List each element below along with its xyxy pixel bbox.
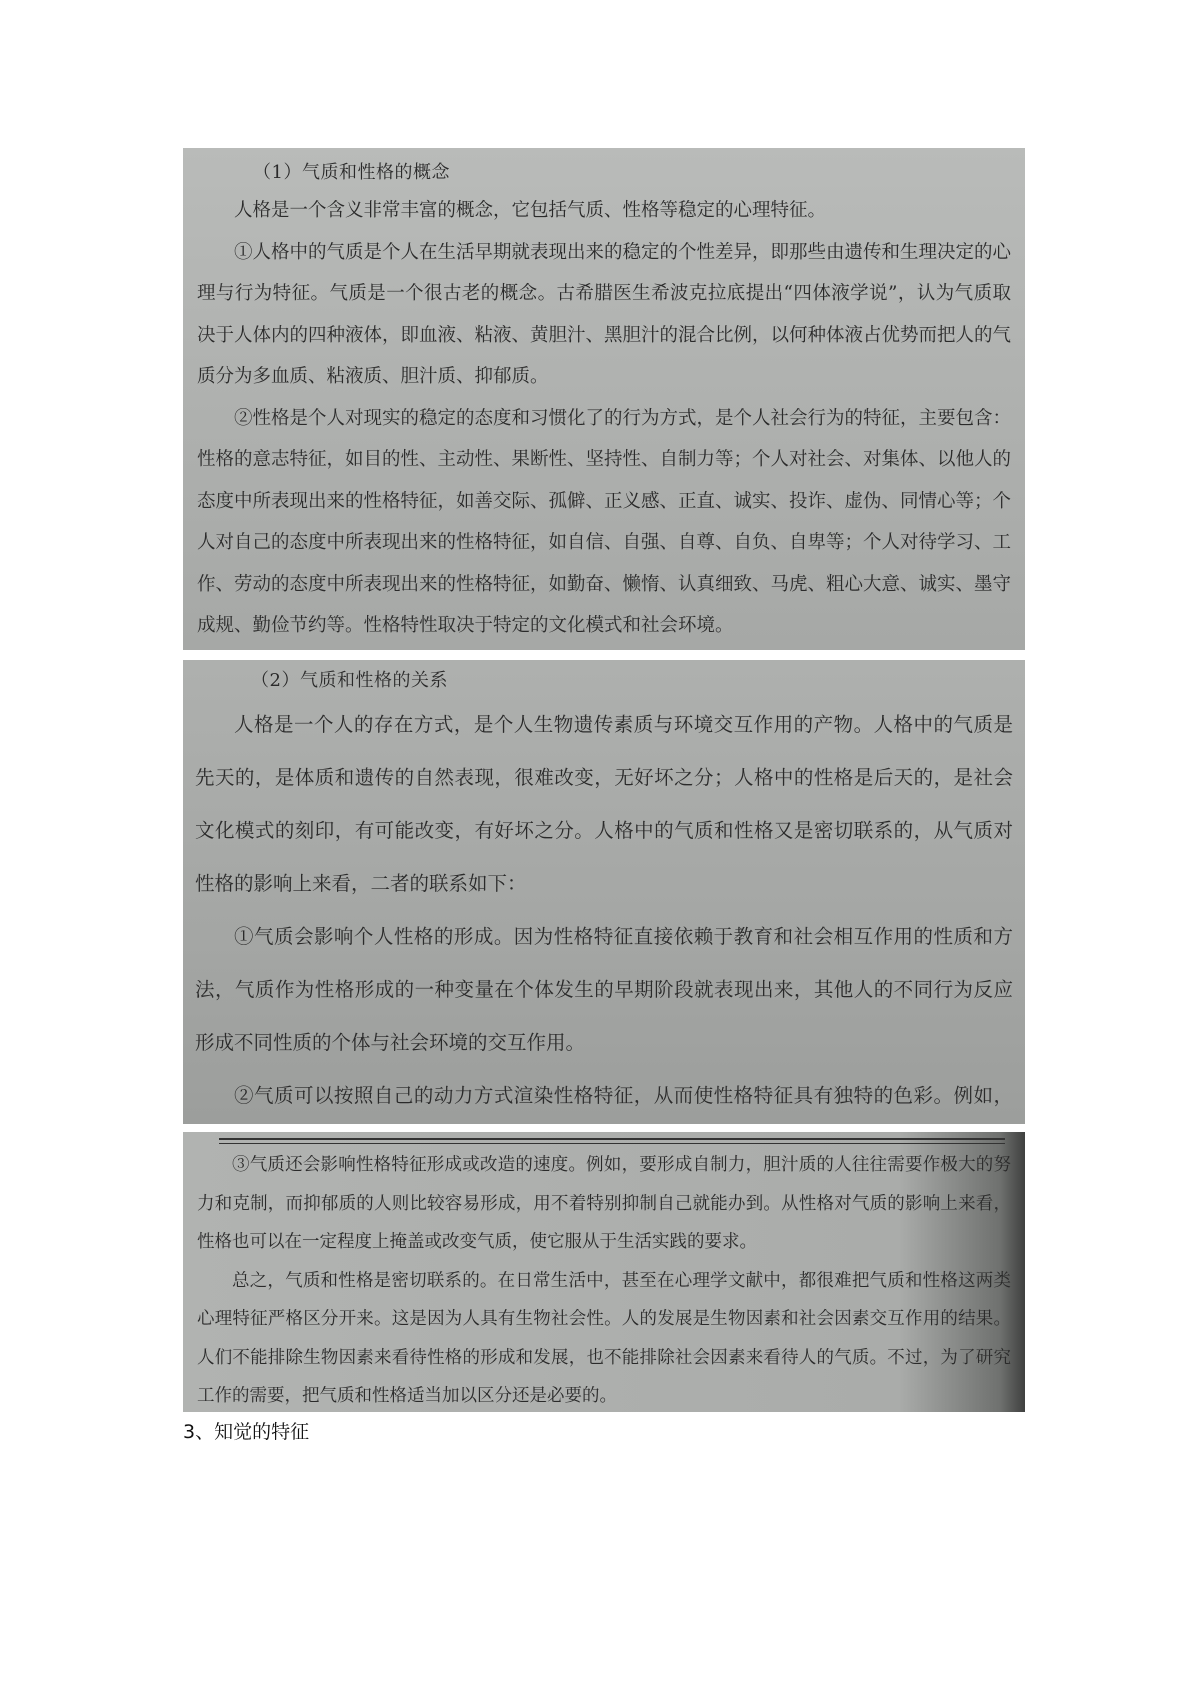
photo-section-3 — [183, 1132, 1025, 1412]
section-1-paragraph: ②性格是个人对现实的稳定的态度和习惯化了的行为方式，是个人社会行为的特征，主要包含：性格的意志特征，如目的性、主动性、果断性、坚持性、自制力等；个人对社会、对集体、以他人的态度中所表现出来的性格特征，如善交际、孤僻、正义感、正直、诚实、投诈、虚伪、同情心等；个人对自己的态度中所表现出来的性格特征，如自信、自强、自尊、自负、自卑等；个人对待学习、工作、劳动的态度中所表现出来的性格特征，如勤奋、懒惰、认真细致、马虎、粗心大意、诚实、墨守成规、勤俭节约等。性格特性取决于特定的文化模式和社会环境。 — [197, 407, 1012, 636]
section-3-paragraph: 总之，气质和性格是密切联系的。在日常生活中，甚至在心理学文献中，都很难把气质和性格这两类心理特征严格区分开来。这是因为人具有生物社会性。人的发展是生物因素和社会因素交互作用的结果。人们不能排除生物因素来看待性格的形成和发展，也不能排除社会因素来看待人的气质。不过，为了研究工作的需要，把气质和性格适当加以区分还是必要的。 — [197, 1270, 1011, 1406]
section-2-paragraph: ②气质可以按照自己的动力方式渲染性格特征，从而使性格特征具有独特的色彩。例如， — [234, 1084, 1013, 1107]
section-1-paragraph: ①人格中的气质是个人在生活早期就表现出来的稳定的个性差异，即那些由遗传和生理决定的心理与行为特征。气质是一个很古老的概念。古希腊医生希波克拉底提出“四体液学说”，认为气质取决于人体内的四种液体，即血液、粘液、黄胆汁、黑胆汁的混合比例，以何种体液占优势而把人的气质分为多血质、粘液质、胆汁质、抑郁质。 — [197, 241, 1012, 387]
section-2-paragraph: ①气质会影响个人性格的形成。因为性格特征直接依赖于教育和社会相互作用的性质和方法，气质作为性格形成的一种变量在个体发生的早期阶段就表现出来，其他人的不同行为反应形成不同性质的个体与社会环境的交互作用。 — [195, 925, 1013, 1054]
section-1-heading: （1）气质和性格的概念 — [253, 162, 450, 183]
section-2-paragraph: 人格是一个人的存在方式，是个人生物遗传素质与环境交互作用的产物。人格中的气质是先天的，是体质和遗传的自然表现，很难改变，无好坏之分；人格中的性格是后天的，是社会文化模式的刻印，有可能改变，有好坏之分。人格中的气质和性格又是密切联系的，从气质对性格的影响上来看，二者的联系如下： — [195, 713, 1013, 895]
double-rule-divider — [219, 1138, 1005, 1144]
section-3-paragraph: ③气质还会影响性格特征形成或改造的速度。例如，要形成自制力，胆汁质的人往往需要作极大的努力和克制，而抑郁质的人则比较容易形成，用不着特别抑制自己就能办到。从性格对气质的影响上来看，性格也可以在一定程度上掩盖或改变气质，使它服从于生活实践的要求。 — [197, 1155, 1011, 1252]
photo-section-2 — [183, 660, 1025, 1124]
next-section-heading: 3、知觉的特征 — [183, 1421, 310, 1443]
section-2-heading: （2）气质和性格的关系 — [251, 670, 448, 691]
photo-section-1 — [183, 148, 1025, 650]
section-1-paragraph: 人格是一个含义非常丰富的概念，它包括气质、性格等稳定的心理特征。 — [234, 200, 827, 221]
